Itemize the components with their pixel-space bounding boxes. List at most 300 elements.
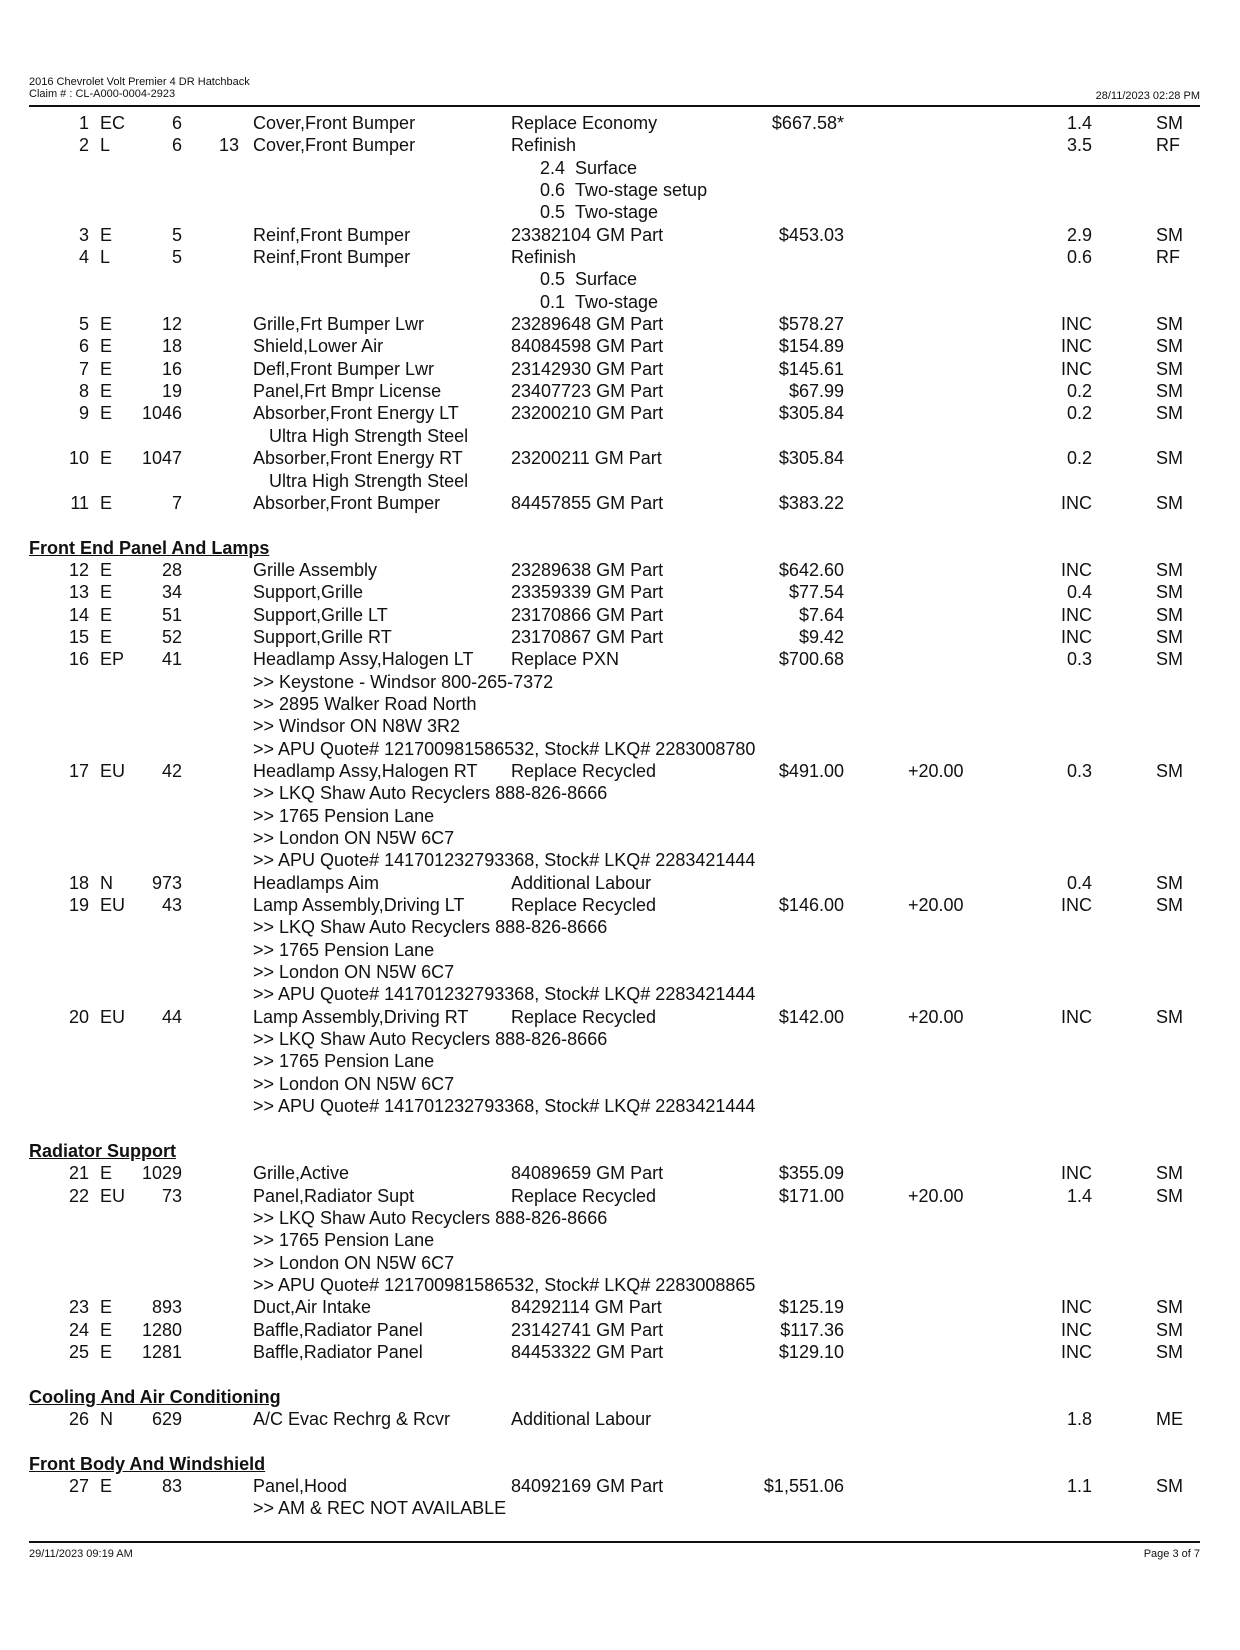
estimate-line: [0, 224, 1240, 246]
breakdown-hours: 0.6: [539, 180, 565, 201]
line-number: 6: [78, 336, 89, 357]
supplier-note: [0, 827, 1240, 849]
line-description: Grille,Frt Bumper Lwr: [253, 314, 425, 335]
labour-category: SM: [1156, 314, 1183, 335]
note-text: >> LKQ Shaw Auto Recyclers 888-826-8666: [253, 1029, 608, 1050]
labour-category: SM: [1156, 492, 1183, 513]
labour-category: ME: [1156, 1408, 1183, 1429]
operation-code: E: [100, 381, 113, 402]
labour-category: SM: [1156, 448, 1183, 469]
supplier-note: [0, 1497, 1240, 1519]
operation-code: E: [100, 1319, 113, 1340]
estimate-line: [0, 492, 1240, 514]
line-number: 14: [68, 604, 89, 625]
line-price: $642.60: [778, 559, 844, 580]
estimate-line: [0, 1185, 1240, 1207]
supplier-note: [0, 738, 1240, 760]
part-number: Refinish: [511, 135, 577, 156]
operation-code: E: [100, 1163, 113, 1184]
supplier-note: [0, 1274, 1240, 1296]
reference-number: 41: [161, 649, 182, 670]
estimate-line: [0, 134, 1240, 156]
reference-number: 16: [161, 358, 182, 379]
line-number: 16: [68, 649, 89, 670]
line-description: Headlamps Aim: [253, 872, 380, 893]
labour-category: SM: [1156, 1475, 1183, 1496]
labour-category: SM: [1156, 559, 1183, 580]
part-number: 23359339 GM Part: [511, 582, 664, 603]
reference-number: 12: [161, 314, 182, 335]
labour-hours: INC: [1061, 336, 1092, 357]
labour-hours: 0.3: [1066, 760, 1092, 781]
labour-category: SM: [1156, 1006, 1183, 1027]
labour-category: SM: [1156, 1297, 1183, 1318]
operation-code: E: [100, 336, 113, 357]
line-price: $7.64: [798, 604, 844, 625]
reference-number: 1029: [141, 1163, 182, 1184]
note-text: >> APU Quote# 141701232793368, Stock# LKQ# 2283421444: [253, 984, 756, 1005]
part-number: 23142930 GM Part: [511, 358, 664, 379]
supplier-note: [0, 1050, 1240, 1072]
labour-category: SM: [1156, 604, 1183, 625]
reference-number: 43: [161, 895, 182, 916]
section-title: Front Body And Windshield: [29, 1453, 266, 1474]
line-price: $142.00: [778, 1006, 844, 1027]
note-text: >> 1765 Pension Lane: [253, 939, 435, 960]
estimate-line: [0, 626, 1240, 648]
estimate-line: [0, 1319, 1240, 1341]
labour-hours: INC: [1061, 1163, 1092, 1184]
reference-number: 34: [161, 582, 182, 603]
line-description: Absorber,Front Energy LT: [253, 403, 459, 424]
labour-hours: 0.2: [1066, 381, 1092, 402]
operation-code: E: [100, 1475, 113, 1496]
labour-category: SM: [1156, 1341, 1183, 1362]
line-price: $578.27: [778, 314, 844, 335]
footer-printed-date: 29/11/2023 09:19 AM: [29, 1548, 133, 1560]
reference-number: 19: [161, 381, 182, 402]
operation-code: N: [100, 872, 113, 893]
line-number: 19: [68, 895, 89, 916]
reference-number: 18: [161, 336, 182, 357]
line-description: Grille Assembly: [253, 559, 378, 580]
note-text: >> APU Quote# 121700981586532, Stock# LKQ# 2283008780: [253, 738, 756, 759]
labour-category: SM: [1156, 358, 1183, 379]
part-number: 23289638 GM Part: [511, 559, 664, 580]
part-number: 23200211 GM Part: [511, 448, 662, 469]
supplier-note: [0, 1028, 1240, 1050]
operation-code: E: [100, 314, 113, 335]
labour-category: SM: [1156, 381, 1183, 402]
line-price: $77.54: [788, 582, 844, 603]
document-header: [29, 76, 250, 100]
operation-code: E: [100, 403, 113, 424]
line-number: 24: [68, 1319, 89, 1340]
refinish-breakdown: [0, 179, 1240, 201]
reference-number: 893: [151, 1297, 182, 1318]
estimate-line: [0, 894, 1240, 916]
estimate-line: [0, 1162, 1240, 1184]
line-description: Lamp Assembly,Driving RT: [253, 1006, 469, 1027]
estimate-line: [0, 313, 1240, 335]
supplier-note: [0, 1073, 1240, 1095]
line-price: $383.22: [778, 492, 844, 513]
note-text: >> APU Quote# 141701232793368, Stock# LKQ# 2283421444: [253, 1096, 756, 1117]
reference-number: 5: [171, 224, 182, 245]
note-text: >> LKQ Shaw Auto Recyclers 888-826-8666: [253, 783, 608, 804]
line-price: $171.00: [778, 1185, 844, 1206]
labour-hours: INC: [1061, 314, 1092, 335]
supplier-note: [0, 805, 1240, 827]
labour-hours: 1.4: [1066, 113, 1092, 133]
labour-hours: INC: [1061, 1006, 1092, 1027]
line-description: Grille,Active: [253, 1163, 350, 1184]
note-text: >> 1765 Pension Lane: [253, 1051, 435, 1072]
operation-code: E: [100, 224, 113, 245]
line-number: 17: [68, 760, 89, 781]
note-text: >> 1765 Pension Lane: [253, 1230, 435, 1251]
part-number: Refinish: [511, 247, 577, 268]
line-number: 23: [68, 1297, 89, 1318]
line-number: 8: [78, 381, 89, 402]
reference-number: 6: [171, 113, 182, 133]
price-adjustment: +20.00: [908, 760, 964, 781]
line-price: $700.68: [778, 649, 844, 670]
line-number: 25: [68, 1341, 89, 1362]
operation-code: EU: [100, 760, 126, 781]
part-number: Replace Recycled: [511, 1006, 657, 1027]
line-price: $9.42: [798, 626, 844, 647]
reference-number: 6: [171, 135, 182, 156]
operation-code: EP: [100, 649, 125, 670]
operation-code: E: [100, 559, 113, 580]
labour-category: SM: [1156, 649, 1183, 670]
line-description: Cover,Front Bumper: [253, 113, 416, 133]
line-description: Support,Grille: [253, 582, 364, 603]
line-number: 18: [68, 872, 89, 893]
line-description: Panel,Radiator Supt: [253, 1185, 415, 1206]
line-price: $667.58*: [771, 113, 844, 133]
line-number: 1: [78, 113, 89, 133]
price-adjustment: +20.00: [908, 895, 964, 916]
part-number: 84457855 GM Part: [511, 492, 664, 513]
header-datetime: 28/11/2023 02:28 PM: [1095, 90, 1200, 102]
section-heading: [0, 1453, 1240, 1475]
labour-category: SM: [1156, 336, 1183, 357]
note-text: >> Keystone - Windsor 800-265-7372: [253, 671, 554, 692]
breakdown-hours: 2.4: [539, 157, 565, 178]
labour-category: SM: [1156, 1319, 1183, 1340]
labour-hours: INC: [1061, 492, 1092, 513]
reference-number: 1280: [141, 1319, 182, 1340]
labour-category: SM: [1156, 1163, 1183, 1184]
line-number: 3: [78, 224, 89, 245]
supplier-note: [0, 1207, 1240, 1229]
operation-code: E: [100, 1341, 113, 1362]
labour-category: SM: [1156, 872, 1183, 893]
note-text: >> 2895 Walker Road North: [253, 693, 477, 714]
labour-hours: INC: [1061, 1297, 1092, 1318]
line-price: $129.10: [778, 1341, 844, 1362]
line-number: 7: [78, 358, 89, 379]
line-number: 22: [68, 1185, 89, 1206]
operation-code: EU: [100, 1185, 126, 1206]
line-price: $145.61: [778, 358, 844, 379]
part-number: Replace PXN: [511, 649, 620, 670]
estimate-line: [0, 1296, 1240, 1318]
labour-hours: 0.4: [1066, 872, 1092, 893]
operation-code: EU: [100, 1006, 126, 1027]
supplier-note: [0, 983, 1240, 1005]
header-divider: [29, 105, 1200, 107]
estimate-line: [0, 648, 1240, 670]
supplier-note: [0, 1252, 1240, 1274]
labour-category: SM: [1156, 626, 1183, 647]
line-description: Lamp Assembly,Driving LT: [253, 895, 465, 916]
part-number: 23170866 GM Part: [511, 604, 664, 625]
line-number: 21: [68, 1163, 89, 1184]
line-description: Panel,Hood: [253, 1475, 348, 1496]
breakdown-label: Two-stage: [575, 202, 659, 223]
estimate-line: [0, 760, 1240, 782]
price-adjustment: +20.00: [908, 1185, 964, 1206]
estimate-line: [0, 246, 1240, 268]
line-number: 4: [78, 247, 89, 268]
spacer: [0, 1363, 1240, 1385]
material-note: Ultra High Strength Steel: [269, 425, 469, 446]
supplier-note: [0, 693, 1240, 715]
line-description: Reinf,Front Bumper: [253, 224, 411, 245]
labour-hours: INC: [1061, 559, 1092, 580]
reference-number: 973: [151, 872, 182, 893]
line-description: Panel,Frt Bmpr License: [253, 381, 442, 402]
labour-category: SM: [1156, 224, 1183, 245]
labour-hours: 2.9: [1066, 224, 1092, 245]
breakdown-label: Surface: [575, 157, 638, 178]
operation-code: E: [100, 582, 113, 603]
note-text: >> APU Quote# 121700981586532, Stock# LKQ# 2283008865: [253, 1274, 756, 1295]
supplier-note: [0, 671, 1240, 693]
estimate-line: [0, 1475, 1240, 1497]
line-number: 27: [68, 1475, 89, 1496]
line-number: 10: [68, 448, 89, 469]
estimate-line: [0, 380, 1240, 402]
operation-code: N: [100, 1408, 113, 1429]
part-number: Additional Labour: [511, 1408, 652, 1429]
line-description: Duct,Air Intake: [253, 1297, 372, 1318]
note-text: >> AM & REC NOT AVAILABLE: [253, 1498, 507, 1519]
labour-category: SM: [1156, 895, 1183, 916]
reference-number: 51: [161, 604, 182, 625]
line-number: 11: [70, 492, 89, 513]
supplier-note: [0, 961, 1240, 983]
reference-number: 1047: [141, 448, 182, 469]
line-description: Absorber,Front Energy RT: [253, 448, 463, 469]
estimate-line: [0, 604, 1240, 626]
estimate-line: [0, 872, 1240, 894]
labour-hours: 3.5: [1066, 135, 1092, 156]
section-title: Front End Panel And Lamps: [29, 537, 270, 558]
labour-category: RF: [1156, 135, 1180, 156]
labour-hours: 0.4: [1066, 582, 1092, 603]
estimate-line: [0, 581, 1240, 603]
breakdown-label: Surface: [575, 269, 638, 290]
labour-hours: INC: [1061, 895, 1092, 916]
refinish-breakdown: [0, 291, 1240, 313]
reference-number: 42: [161, 760, 182, 781]
line-price: $453.03: [778, 224, 844, 245]
claim-number: Claim # : CL-A000-0004-2923: [29, 88, 176, 100]
reference-number: 44: [161, 1006, 182, 1027]
estimate-line: [0, 1006, 1240, 1028]
line-number: 20: [68, 1006, 89, 1027]
estimate-line: [0, 559, 1240, 581]
line-description: Headlamp Assy,Halogen RT: [253, 760, 478, 781]
breakdown-hours: 0.1: [539, 291, 565, 312]
line-description: Absorber,Front Bumper: [253, 492, 441, 513]
line-number: 12: [68, 559, 89, 580]
labour-hours: INC: [1061, 1341, 1092, 1362]
supplier-note: [0, 939, 1240, 961]
labour-hours: 0.3: [1066, 649, 1092, 670]
line-price: $154.89: [778, 336, 844, 357]
refinish-breakdown: [0, 201, 1240, 223]
breakdown-hours: 0.5: [539, 269, 565, 290]
refinish-quantity: 13: [218, 135, 239, 156]
line-description: Baffle,Radiator Panel: [253, 1341, 423, 1362]
footer-page-number: Page 3 of 7: [1143, 1548, 1200, 1560]
spacer: [0, 1430, 1240, 1452]
line-description: Cover,Front Bumper: [253, 135, 416, 156]
labour-category: SM: [1156, 403, 1183, 424]
breakdown-label: Two-stage setup: [575, 180, 708, 201]
part-number: 84084598 GM Part: [511, 336, 664, 357]
labour-category: SM: [1156, 1185, 1183, 1206]
line-description: Reinf,Front Bumper: [253, 247, 411, 268]
part-number: 23200210 GM Part: [511, 403, 664, 424]
note-text: >> LKQ Shaw Auto Recyclers 888-826-8666: [253, 1207, 608, 1228]
reference-number: 1046: [141, 403, 182, 424]
estimate-line: [0, 1408, 1240, 1430]
labour-hours: INC: [1061, 626, 1092, 647]
supplier-note: [0, 715, 1240, 737]
estimate-line: [0, 402, 1240, 424]
operation-code: E: [100, 604, 113, 625]
section-title: Cooling And Air Conditioning: [29, 1386, 281, 1407]
line-price: $1,551.06: [763, 1475, 844, 1496]
note-text: >> Windsor ON N8W 3R2: [253, 716, 461, 737]
note-text: >> London ON N5W 6C7: [253, 1252, 455, 1273]
spacer: [0, 514, 1240, 536]
reference-number: 73: [161, 1185, 182, 1206]
estimate-line: [0, 447, 1240, 469]
line-price: $67.99: [788, 381, 844, 402]
line-description: A/C Evac Rechrg & Rcvr: [253, 1408, 451, 1429]
labour-hours: 0.2: [1066, 448, 1092, 469]
part-number: 23382104 GM Part: [511, 224, 664, 245]
supplier-note: [0, 849, 1240, 871]
part-number: 84092169 GM Part: [511, 1475, 664, 1496]
line-material-note: [0, 425, 1240, 447]
operation-code: EC: [100, 113, 126, 133]
refinish-breakdown: [0, 268, 1240, 290]
part-number: 23289648 GM Part: [511, 314, 664, 335]
line-price: $146.00: [778, 895, 844, 916]
line-material-note: [0, 470, 1240, 492]
line-description: Baffle,Radiator Panel: [253, 1319, 423, 1340]
breakdown-label: Two-stage: [575, 291, 659, 312]
estimate-line: [0, 112, 1240, 134]
material-note: Ultra High Strength Steel: [269, 470, 469, 491]
estimate-line: [0, 335, 1240, 357]
section-title: Radiator Support: [29, 1140, 176, 1161]
vehicle-title: 2016 Chevrolet Volt Premier 4 DR Hatchback: [29, 76, 250, 88]
part-number: 84453322 GM Part: [511, 1341, 664, 1362]
operation-code: L: [100, 135, 111, 156]
part-number: Replace Recycled: [511, 760, 657, 781]
estimate-line: [0, 358, 1240, 380]
refinish-breakdown: [0, 157, 1240, 179]
operation-code: E: [100, 1297, 113, 1318]
part-number: 84292114 GM Part: [511, 1297, 662, 1318]
part-number: Replace Economy: [511, 113, 658, 133]
operation-code: E: [100, 492, 113, 513]
labour-category: SM: [1156, 582, 1183, 603]
operation-code: E: [100, 626, 113, 647]
note-text: >> London ON N5W 6C7: [253, 828, 455, 848]
line-number: 26: [68, 1408, 89, 1429]
line-description: Headlamp Assy,Halogen LT: [253, 649, 474, 670]
labour-hours: INC: [1061, 358, 1092, 379]
reference-number: 5: [171, 247, 182, 268]
supplier-note: [0, 1095, 1240, 1117]
line-number: 2: [78, 135, 89, 156]
labour-hours: INC: [1061, 1319, 1092, 1340]
labour-hours: 1.8: [1066, 1408, 1092, 1429]
labour-category: SM: [1156, 760, 1183, 781]
reference-number: 52: [161, 626, 182, 647]
operation-code: L: [100, 247, 111, 268]
line-description: Shield,Lower Air: [253, 336, 384, 357]
supplier-note: [0, 916, 1240, 938]
price-adjustment: +20.00: [908, 1006, 964, 1027]
line-price: $355.09: [778, 1163, 844, 1184]
line-number: 13: [68, 582, 89, 603]
line-description: Support,Grille LT: [253, 604, 388, 625]
note-text: >> London ON N5W 6C7: [253, 962, 455, 983]
labour-category: RF: [1156, 247, 1180, 268]
operation-code: EU: [100, 895, 126, 916]
line-description: Support,Grille RT: [253, 626, 392, 647]
reference-number: 629: [151, 1408, 182, 1429]
note-text: >> APU Quote# 141701232793368, Stock# LKQ# 2283421444: [253, 850, 756, 871]
estimate-lines: [0, 112, 1240, 1520]
note-text: >> 1765 Pension Lane: [253, 805, 435, 826]
labour-hours: 0.2: [1066, 403, 1092, 424]
note-text: >> London ON N5W 6C7: [253, 1073, 455, 1094]
estimate-line: [0, 1341, 1240, 1363]
line-price: $117.36: [780, 1319, 844, 1340]
part-number: 23142741 GM Part: [511, 1319, 664, 1340]
reference-number: 28: [161, 559, 182, 580]
operation-code: E: [100, 358, 113, 379]
part-number: Replace Recycled: [511, 1185, 657, 1206]
breakdown-hours: 0.5: [539, 202, 565, 223]
footer-divider: [29, 1541, 1200, 1543]
part-number: 23170867 GM Part: [511, 626, 664, 647]
spacer: [0, 1117, 1240, 1139]
reference-number: 83: [161, 1475, 182, 1496]
